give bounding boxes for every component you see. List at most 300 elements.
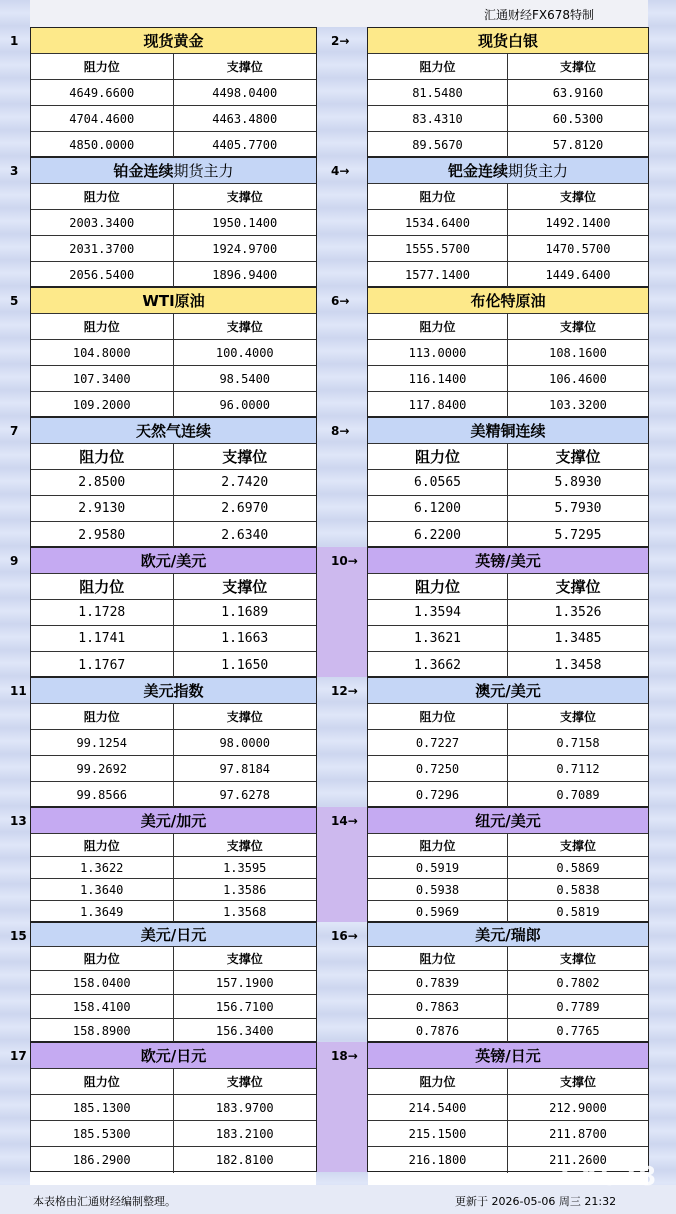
instrument-title (368, 158, 648, 184)
table-row (368, 392, 648, 418)
row-number (331, 424, 349, 438)
instrument-panel (367, 417, 649, 547)
table-row (368, 756, 648, 782)
row-number (331, 554, 358, 568)
instrument-name: 钯金连续 (447, 162, 508, 180)
table-row (368, 340, 648, 366)
row-number-text: 16 (331, 929, 348, 943)
support-value: 0.5819 (556, 905, 600, 919)
resistance-header: 阻力位 (31, 947, 174, 970)
support-value: 108.1600 (549, 345, 607, 360)
instrument-panel (367, 157, 649, 287)
instrument-title (368, 28, 648, 54)
instrument-panel (30, 677, 317, 807)
instrument-title (31, 288, 316, 314)
instrument-name-suffix: 期货主力 (508, 162, 569, 180)
support-value: 1.3586 (223, 882, 267, 897)
instrument-panel (367, 1042, 649, 1172)
table-row (368, 857, 648, 879)
table-row (368, 522, 648, 548)
resistance-value: 158.8900 (31, 1019, 174, 1043)
support-header: 支撑位 (559, 60, 596, 74)
support-value: 2.6970 (221, 501, 269, 516)
table-row (368, 262, 648, 288)
instrument-panel (30, 287, 317, 417)
row-number-text: 2 (331, 34, 340, 48)
resistance-value: 6.2200 (368, 522, 508, 548)
instrument-title (368, 808, 648, 834)
column-header-row (31, 834, 316, 857)
row-number: 7 (10, 424, 19, 438)
instrument-panel (30, 547, 317, 677)
resistance-header: 阻力位 (368, 314, 508, 339)
resistance-value: 0.5969 (368, 901, 508, 923)
table-row (31, 626, 316, 652)
instrument-title (368, 418, 648, 444)
resistance-value: 215.1500 (368, 1121, 508, 1146)
resistance-value: 81.5480 (368, 80, 508, 105)
right-stripe (648, 0, 676, 1214)
brand-label: 汇通财经FX678特制 (483, 8, 594, 22)
row-number: 17 (10, 1049, 27, 1063)
instrument-panel (30, 417, 317, 547)
resistance-value: 0.7296 (368, 782, 508, 808)
instrument-name: 纽元/美元 (475, 812, 541, 830)
resistance-value: 185.5300 (31, 1121, 174, 1146)
resistance-header: 阻力位 (31, 574, 174, 599)
table-row (368, 106, 648, 132)
support-header: 支撑位 (226, 60, 263, 74)
resistance-value: 109.2000 (31, 392, 174, 418)
row-number-text: 10 (331, 554, 348, 568)
support-value: 1470.5700 (545, 241, 611, 256)
resistance-header: 阻力位 (31, 54, 174, 79)
support-header: 支撑位 (226, 838, 263, 853)
table-row (368, 782, 648, 808)
arrow-right-icon: → (347, 684, 358, 698)
instrument-title (368, 288, 648, 314)
support-header: 支撑位 (222, 448, 268, 466)
row-number: 9 (10, 554, 19, 568)
resistance-value: 216.1800 (368, 1147, 508, 1173)
instrument-name: 英镑/日元 (475, 1047, 541, 1065)
support-header: 支撑位 (226, 320, 263, 334)
resistance-header: 阻力位 (31, 834, 174, 856)
support-value: 182.8100 (215, 1153, 274, 1167)
instrument-title (368, 548, 648, 574)
resistance-value: 186.2900 (31, 1147, 174, 1173)
support-header: 支撑位 (559, 1075, 596, 1089)
support-value: 1924.9700 (212, 241, 278, 256)
arrow-right-icon: → (347, 554, 358, 568)
support-header: 支撑位 (226, 952, 263, 966)
row-number (331, 814, 358, 828)
resistance-value: 113.0000 (368, 340, 508, 365)
table-row (31, 652, 316, 678)
support-value: 63.9160 (552, 85, 604, 100)
support-header: 支撑位 (226, 710, 263, 724)
support-value: 0.7158 (556, 735, 600, 750)
instrument-title (31, 923, 316, 947)
resistance-value: 2056.5400 (31, 262, 174, 288)
left-stripe (0, 0, 30, 1214)
support-value: 1492.1400 (545, 215, 611, 230)
instrument-panel (367, 807, 649, 922)
support-value: 4463.4800 (212, 111, 278, 126)
support-value: 103.3200 (549, 398, 607, 412)
table-row (368, 971, 648, 995)
row-number: 1 (10, 34, 19, 48)
row-number-text: 8 (331, 424, 340, 438)
support-value: 4498.0400 (212, 85, 278, 100)
table-row (31, 1121, 316, 1147)
resistance-header: 阻力位 (368, 184, 508, 209)
support-header: 支撑位 (559, 190, 596, 204)
support-value: 100.4000 (215, 345, 274, 360)
resistance-header: 阻力位 (368, 1069, 508, 1094)
resistance-value: 99.1254 (31, 730, 174, 755)
instrument-title (368, 678, 648, 704)
resistance-value: 1.3640 (31, 879, 174, 900)
support-value: 1449.6400 (545, 268, 611, 282)
support-value: 0.7089 (556, 788, 600, 802)
arrow-right-icon: → (339, 424, 350, 438)
support-value: 2.6340 (221, 527, 269, 543)
resistance-value: 2.9580 (31, 522, 174, 548)
support-value: 212.9000 (549, 1100, 607, 1115)
support-value: 97.8184 (219, 761, 271, 776)
column-header-row (31, 947, 316, 971)
resistance-value: 99.2692 (31, 756, 174, 781)
table-row (368, 600, 648, 626)
resistance-value: 0.7876 (368, 1019, 508, 1043)
table-row (31, 262, 316, 288)
resistance-value: 117.8400 (368, 392, 508, 418)
instrument-title (31, 158, 316, 184)
support-value: 1950.1400 (212, 215, 278, 230)
support-value: 96.0000 (219, 398, 271, 412)
instrument-name: 英镑/美元 (475, 552, 541, 570)
support-value: 106.4600 (549, 371, 607, 386)
support-value: 1.3485 (554, 631, 602, 646)
resistance-value: 1.3594 (368, 600, 508, 625)
table-row (31, 901, 316, 923)
table-row (31, 470, 316, 496)
instrument-name: 美元/瑞郎 (475, 926, 541, 944)
resistance-header: 阻力位 (368, 54, 508, 79)
support-value: 1896.9400 (212, 268, 278, 282)
row-number (331, 1049, 358, 1063)
column-header-row (368, 947, 648, 971)
column-header-row (31, 1069, 316, 1095)
table-row (368, 132, 648, 158)
support-value: 0.5869 (556, 860, 600, 875)
instrument-panel (30, 157, 317, 287)
column-header-row (368, 314, 648, 340)
support-value: 156.3400 (215, 1024, 274, 1038)
resistance-value: 107.3400 (31, 366, 174, 391)
support-value: 157.1900 (215, 975, 274, 990)
table-row (31, 236, 316, 262)
table-row (368, 210, 648, 236)
resistance-value: 4649.6600 (31, 80, 174, 105)
instrument-panel (367, 922, 649, 1042)
row-number-text: 6 (331, 294, 340, 308)
column-header-row (368, 574, 648, 600)
resistance-value: 0.7227 (368, 730, 508, 755)
support-value: 98.0000 (219, 735, 271, 750)
support-value: 1.3458 (554, 657, 602, 673)
support-header: 支撑位 (226, 190, 263, 204)
instrument-panel (30, 922, 317, 1042)
instrument-title (31, 28, 316, 54)
table-row (368, 496, 648, 522)
resistance-value: 116.1400 (368, 366, 508, 391)
table-row (31, 132, 316, 158)
instrument-title (31, 808, 316, 834)
instrument-name: 美元指数 (143, 682, 204, 700)
table-row (31, 1019, 316, 1043)
table-row (31, 1147, 316, 1173)
support-value: 211.2600 (549, 1153, 607, 1167)
resistance-header: 阻力位 (368, 834, 508, 856)
resistance-value: 1.1767 (31, 652, 174, 678)
row-number-text: 18 (331, 1049, 348, 1063)
resistance-value: 0.5938 (368, 879, 508, 900)
support-header: 支撑位 (559, 838, 596, 853)
instrument-title (368, 1043, 648, 1069)
support-value: 0.7112 (556, 761, 600, 776)
row-number (331, 684, 358, 698)
support-value: 1.3526 (554, 605, 602, 620)
table-row (368, 1019, 648, 1043)
support-value: 5.7930 (554, 501, 602, 516)
row-number (331, 929, 358, 943)
column-header-row (31, 704, 316, 730)
table-row (368, 1121, 648, 1147)
instrument-name: 铂金连续 (113, 162, 174, 180)
table-row (31, 879, 316, 901)
instrument-name: 现货黄金 (143, 32, 204, 50)
instrument-name: 欧元/日元 (140, 1047, 207, 1065)
column-header-row (31, 314, 316, 340)
resistance-header: 阻力位 (31, 704, 174, 729)
footer-note: 本表格由汇通财经编制整理。 (33, 1195, 176, 1208)
table-row (368, 80, 648, 106)
support-value: 2.7420 (221, 475, 269, 490)
instrument-name: 美元/加元 (140, 812, 207, 830)
instrument-title (31, 1043, 316, 1069)
resistance-value: 4704.4600 (31, 106, 174, 131)
support-value: 0.7765 (556, 1024, 600, 1038)
instrument-name: 现货白银 (477, 32, 538, 50)
support-header: 支撑位 (559, 320, 596, 334)
instrument-title (31, 418, 316, 444)
resistance-value: 1.1728 (31, 600, 174, 625)
support-value: 211.8700 (549, 1126, 607, 1141)
row-number-text: 12 (331, 684, 348, 698)
table-row (31, 1095, 316, 1121)
row-number (331, 294, 349, 308)
resistance-value: 2031.3700 (31, 236, 174, 261)
row-number: 11 (10, 684, 27, 698)
support-value: 5.7295 (554, 527, 602, 543)
resistance-header: 阻力位 (31, 184, 174, 209)
update-time: 更新于 2026-05-06 周三 21:32 (455, 1195, 617, 1208)
support-header: 支撑位 (222, 578, 268, 596)
instrument-title (31, 548, 316, 574)
support-value: 4405.7700 (212, 138, 278, 152)
table-row (368, 366, 648, 392)
instrument-name: 美精铜连续 (470, 422, 546, 440)
column-header-row (368, 444, 648, 470)
resistance-value: 0.7250 (368, 756, 508, 781)
table-row (368, 879, 648, 901)
resistance-value: 6.0565 (368, 470, 508, 495)
resistance-value: 1.3649 (31, 901, 174, 923)
resistance-value: 1555.5700 (368, 236, 508, 261)
support-value: 1.1650 (221, 657, 269, 673)
resistance-header: 阻力位 (31, 314, 174, 339)
table-row (368, 652, 648, 678)
table-row (31, 80, 316, 106)
table-row (368, 470, 648, 496)
support-value: 183.9700 (215, 1100, 274, 1115)
instrument-panel (367, 27, 649, 157)
resistance-value: 158.0400 (31, 971, 174, 994)
column-header-row (368, 834, 648, 857)
row-number: 13 (10, 814, 27, 828)
arrow-right-icon: → (339, 294, 350, 308)
resistance-header: 阻力位 (368, 444, 508, 469)
row-number (331, 34, 349, 48)
instrument-name-suffix: 期货主力 (173, 162, 234, 180)
table-row (31, 756, 316, 782)
instrument-panel (30, 807, 317, 922)
table-row (31, 366, 316, 392)
table-row (31, 600, 316, 626)
support-value: 97.6278 (219, 788, 271, 802)
support-header: 支撑位 (559, 710, 596, 724)
resistance-value: 185.1300 (31, 1095, 174, 1120)
support-value: 0.7802 (556, 975, 600, 990)
column-header-row (31, 54, 316, 80)
table-row (368, 626, 648, 652)
support-header: 支撑位 (555, 448, 601, 466)
table-row (31, 392, 316, 418)
support-header: 支撑位 (226, 1075, 263, 1089)
support-value: 0.7789 (556, 999, 600, 1014)
instrument-name: 澳元/美元 (475, 682, 541, 700)
support-value: 1.3568 (223, 905, 267, 919)
resistance-value: 1.3622 (31, 857, 174, 878)
row-number-text: 14 (331, 814, 348, 828)
arrow-right-icon: → (347, 929, 358, 943)
resistance-value: 1.1741 (31, 626, 174, 651)
arrow-right-icon: → (339, 164, 350, 178)
table-row (31, 730, 316, 756)
support-value: 60.5300 (552, 111, 604, 126)
support-value: 0.5838 (556, 882, 600, 897)
top-bar (30, 0, 648, 27)
support-value: 57.8120 (552, 138, 604, 152)
resistance-value: 158.4100 (31, 995, 174, 1018)
support-value: 156.7100 (215, 999, 274, 1014)
resistance-value: 89.5670 (368, 132, 508, 158)
instrument-name: 天然气连续 (135, 422, 211, 440)
table-row (368, 236, 648, 262)
resistance-value: 83.4310 (368, 106, 508, 131)
table-row (368, 995, 648, 1019)
instrument-panel (367, 677, 649, 807)
table-row (31, 995, 316, 1019)
resistance-value: 0.5919 (368, 857, 508, 878)
instrument-panel (30, 1042, 317, 1172)
instrument-name: 美元/日元 (140, 926, 207, 944)
resistance-value: 214.5400 (368, 1095, 508, 1120)
resistance-header: 阻力位 (368, 704, 508, 729)
resistance-value: 2003.3400 (31, 210, 174, 235)
resistance-value: 1.3662 (368, 652, 508, 678)
table-row (31, 971, 316, 995)
instrument-panel (367, 547, 649, 677)
instrument-name: 布伦特原油 (470, 292, 546, 310)
row-number: 3 (10, 164, 19, 178)
row-number-text: 4 (331, 164, 340, 178)
instrument-panel (30, 27, 317, 157)
resistance-value: 0.7863 (368, 995, 508, 1018)
support-header: 支撑位 (559, 952, 596, 966)
table-row (31, 782, 316, 808)
column-header-row (368, 54, 648, 80)
resistance-value: 0.7839 (368, 971, 508, 994)
resistance-value: 6.1200 (368, 496, 508, 521)
resistance-value: 4850.0000 (31, 132, 174, 158)
table-row (31, 857, 316, 879)
column-header-row (31, 574, 316, 600)
resistance-value: 2.9130 (31, 496, 174, 521)
support-value: 1.3595 (223, 860, 267, 875)
column-header-row (31, 444, 316, 470)
arrow-right-icon: → (347, 1049, 358, 1063)
resistance-header: 阻力位 (368, 574, 508, 599)
table-row (31, 340, 316, 366)
table-row (31, 210, 316, 236)
resistance-value: 1534.6400 (368, 210, 508, 235)
instrument-name: 欧元/美元 (140, 552, 207, 570)
table-row (368, 1095, 648, 1121)
support-value: 1.1689 (221, 605, 269, 620)
table-row (31, 496, 316, 522)
instrument-panel (367, 287, 649, 417)
instrument-title (368, 923, 648, 947)
row-number (331, 164, 349, 178)
resistance-value: 2.8500 (31, 470, 174, 495)
table-row (31, 106, 316, 132)
arrow-right-icon: → (347, 814, 358, 828)
instrument-title (31, 678, 316, 704)
fx678-watermark: FX678 (560, 1162, 658, 1192)
resistance-value: 1.3621 (368, 626, 508, 651)
table-row (368, 730, 648, 756)
column-header-row (31, 184, 316, 210)
support-value: 5.8930 (554, 475, 602, 490)
column-header-row (368, 704, 648, 730)
row-number: 15 (10, 929, 27, 943)
resistance-value: 104.8000 (31, 340, 174, 365)
resistance-value: 1577.1400 (368, 262, 508, 288)
resistance-header: 阻力位 (31, 444, 174, 469)
